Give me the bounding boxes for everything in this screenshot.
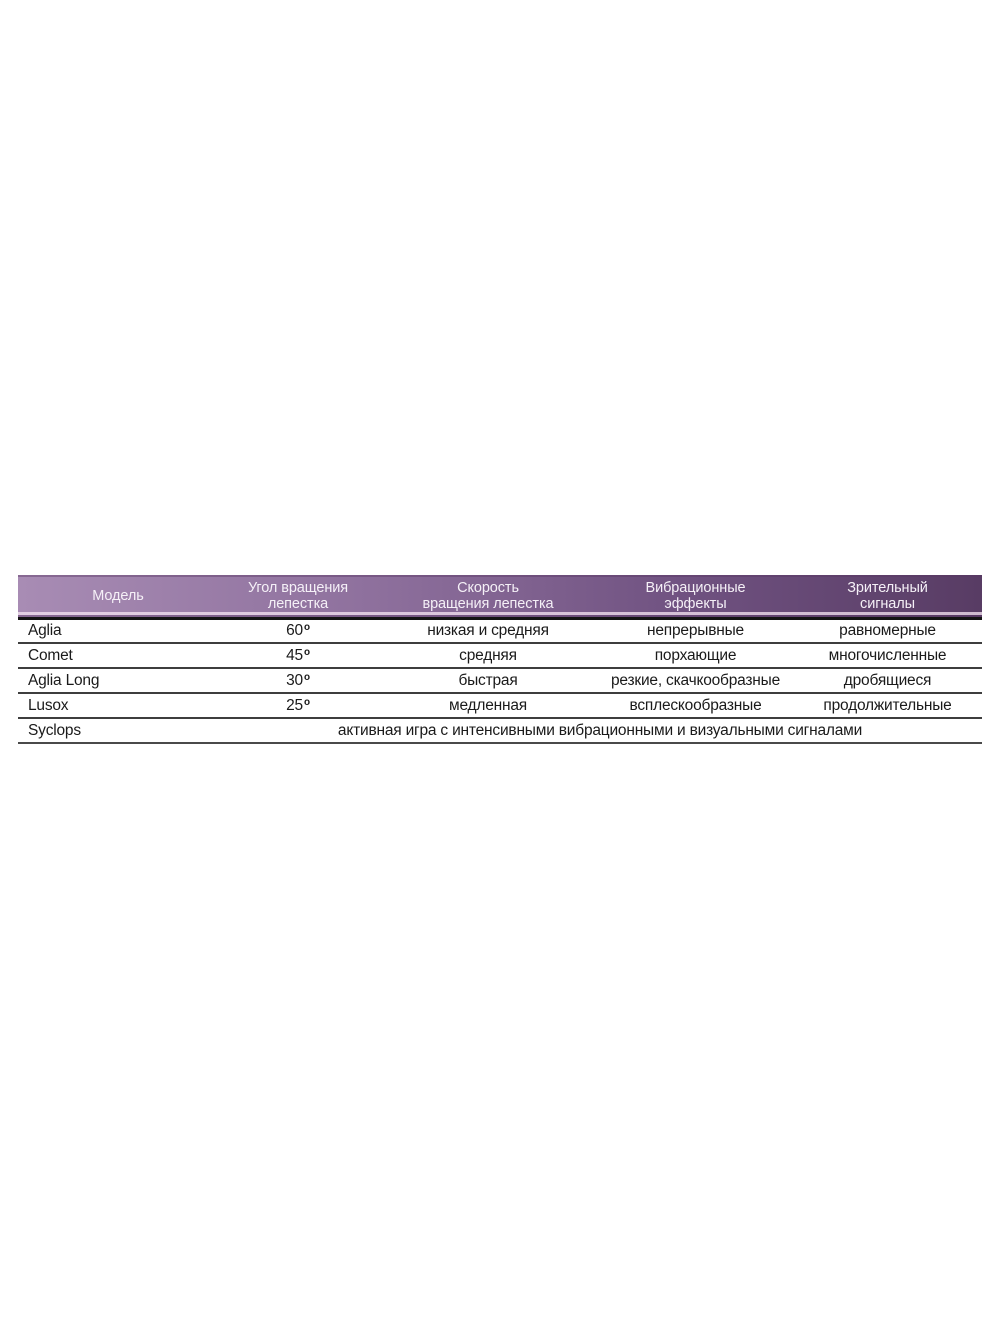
col-header-blade-angle <box>218 575 378 618</box>
header-label-line1: Скорость <box>457 579 519 596</box>
vibration-effects-cell: резкие, скачкообразные <box>598 668 793 693</box>
angle-value: 30 <box>286 671 303 689</box>
vibration-effects-cell: всплескообразные <box>598 693 793 718</box>
visual-signals-cell: многочисленные <box>793 643 982 668</box>
blade-speed-cell: медленная <box>378 693 598 718</box>
col-header-visual-signals <box>793 575 982 618</box>
vibration-effects-cell: непрерывные <box>598 618 793 643</box>
blade-speed-cell: быстрая <box>378 668 598 693</box>
table-row-aglia-long <box>18 668 982 693</box>
blade-angle-cell <box>218 643 378 668</box>
model-name: Comet <box>18 643 218 668</box>
lure-comparison-table <box>18 575 982 744</box>
model-name: Aglia <box>18 618 218 643</box>
header-label-line2: сигналы <box>860 595 915 612</box>
degree-superscript: o <box>303 696 310 708</box>
angle-value: 25 <box>286 696 303 714</box>
table-row-syclops <box>18 718 982 743</box>
merged-description-cell: активная игра с интенсивными вибрационными и визуальными сигналами <box>218 718 982 743</box>
vibration-effects-cell: порхающие <box>598 643 793 668</box>
table-row-lusox <box>18 693 982 718</box>
col-header-vibration-effects <box>598 575 793 618</box>
angle-value: 45 <box>286 646 303 664</box>
degree-superscript: o <box>303 621 310 633</box>
blade-angle-cell <box>218 618 378 643</box>
degree-superscript: o <box>303 671 310 683</box>
blade-angle-cell <box>218 668 378 693</box>
model-name: Lusox <box>18 693 218 718</box>
blade-speed-cell: низкая и средняя <box>378 618 598 643</box>
header-label: Модель <box>92 587 144 604</box>
blade-angle-cell <box>218 693 378 718</box>
table-row-comet <box>18 643 982 668</box>
col-header-blade-speed <box>378 575 598 618</box>
table-row-aglia <box>18 618 982 643</box>
blade-speed-cell: средняя <box>378 643 598 668</box>
model-name: Syclops <box>18 718 218 743</box>
visual-signals-cell: равномерные <box>793 618 982 643</box>
header-label-line1: Угол вращения <box>247 579 349 596</box>
header-label-line2: лепестка <box>267 595 329 612</box>
degree-superscript: o <box>303 646 310 658</box>
model-name: Aglia Long <box>18 668 218 693</box>
header-label-line2: вращения лепестка <box>422 595 554 612</box>
angle-value: 60 <box>286 621 303 639</box>
col-header-model <box>18 575 218 618</box>
header-label-line1: Зрительный <box>847 579 928 596</box>
visual-signals-cell: продолжительные <box>793 693 982 718</box>
table-header-row <box>18 575 982 618</box>
header-label-line2: эффекты <box>664 595 727 612</box>
visual-signals-cell: дробящиеся <box>793 668 982 693</box>
header-label-line1: Вибрационные <box>645 579 746 596</box>
